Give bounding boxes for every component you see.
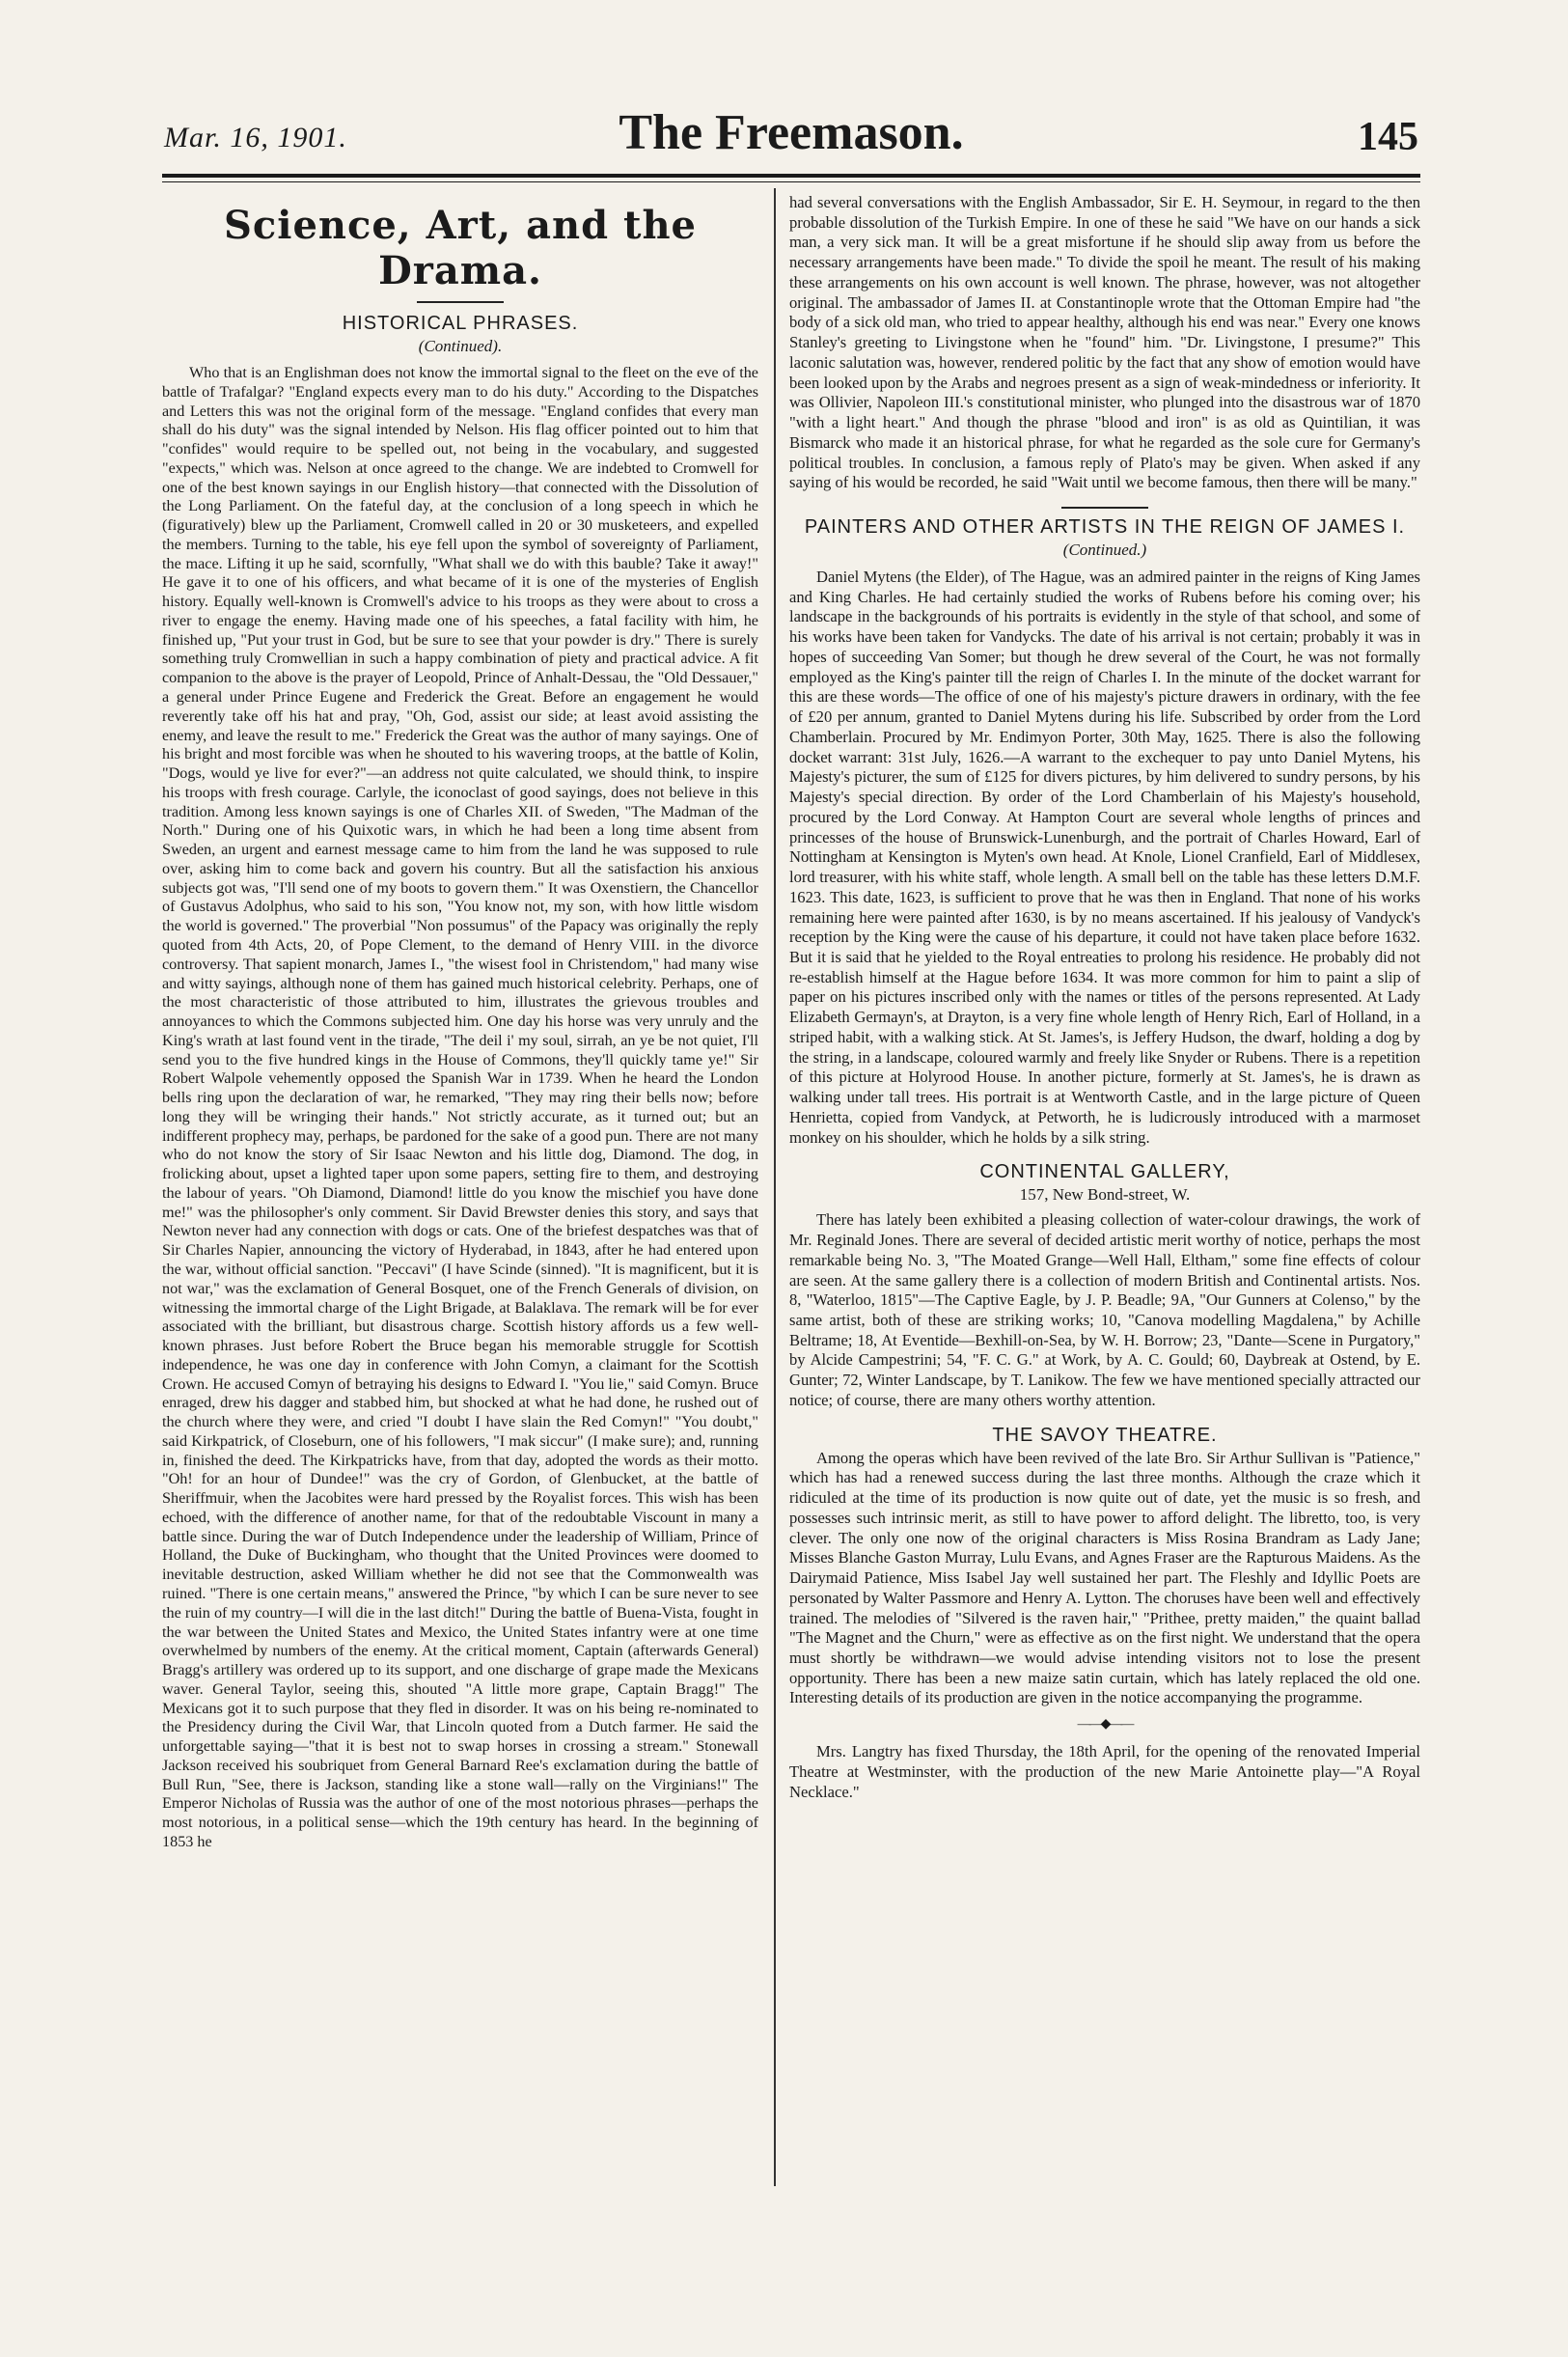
ornament-divider: ——◆—— — [1077, 1717, 1133, 1733]
savoy-paragraph: Among the operas which have been revived of the late Bro. Sir Arthur Sullivan is "Patience," which has had a renewed success during the last three months. Although the craze which it ridiculed at the time of its production is now quite out of date, yet the music is so fresh, and possesses such intrinsic merit, as still to have power to afford delight. The libretto, too, is very clever. The only one now of the original characters is Miss Rosina Brandram as Lady Jane; Misses Blanche Gaston Murray, Lulu Evans, and Agnes Fraser are the Rapturous Maidens. As the Dairymaid Patience, Miss Isabel Jay well sustained her part. The Fleshly and Idyllic Poets are personated by Walter Passmore and Henry A. Lytton. The choruses have been well and effectively trained. The melodies of "Silvered is the raven hair," "Prithee, pretty maiden," the quaint ballad "The Magnet and the Churn," were as effective as on the first night. We understand that the opera must shortly be withdrawn—we would advise intending visitors not to lose the present opportunity. There has been a new maize satin curtain, which has lately replaced the old one. Interesting details of its production are given in the notice accompanying the programme. — [789, 1448, 1420, 1707]
savoy-heading: THE SAVOY THEATRE. — [992, 1424, 1218, 1446]
historical-heading: HISTORICAL PHRASES. — [342, 313, 579, 334]
historical-paragraph: Who that is an Englishman does not know the immortal signal to the fleet on the eve of the battle of Trafalgar? "England expects every man to do his duty." According to the Dispatches and Letters this was not the original form of the message. "England confides that every man shall do his duty" was the signal intended by Nelson. His flag officer pointed out to him that "confides" would require to be spelled out, not being in the vocabulary, and suggested "expects," which was. Nelson at once agreed to the change. We are indebted to Cromwell for one of the best known sayings in our English history—that connected with the Dissolution of the Long Parliament. On the fateful day, at the conclusion of a long speech in which he (figuratively) blew up the Parliament, Cromwell called in 20 or 30 musketeers, and expelled the members. Turning to the table, his eye fell upon the symbol of sovereignty of Parliament, the mace. Lifting it up he said, scornfully, "What shall we do with this bauble? Take it away!" He gave it to one of his officers, and what became of it is one of the mysteries of English history. Equally well-known is Cromwell's advice to his troops as they were about to cross a river to engage the enemy. Having made one of his speeches, a fatal facility with him, he finished up, "Put your trust in God, but be sure to see that your powder is dry." There is surely something truly Cromwellian in such a happy combination of piety and practical advice. A fit companion to the above is the prayer of Leopold, Prince of Anhalt-Dessau, the "Old Dessauer," a general under Prince Eugene and Frederick the Great. Before an engagement he would reverently take off his hat and pray, "Oh, God, assist our side; at least avoid assisting the enemy, and leave the result to me." Frederick the Great was the author of many sayings. One of his bright and most forcible was when he shouted to his wavering troops, at the battle of Kolin, "Dogs, would ye live for ever?"—an address not quite calculated, we should think, to inspire his troops with fresh courage. Carlyle, the iconoclast of good sayings, does not believe in this tradition. Among less known sayings is one of Charles XII. of Sweden, "The Madman of the North." During one of his Quixotic wars, in which he had been a long time absent from Sweden, an urgent and earnest message came to him from the land he was supposed to rule over, asking him to come back and govern his country. But all the satisfaction his anxious subjects got was, "I'll send one of my boots to govern them." It was Oxenstiern, the Chancellor of Gustavus Adolphus, who said to his son, "You know not, my son, with how little wisdom the world is governed." The proverbial "Non possumus" of the Papacy was originally the reply quoted from 4th Acts, 20, of Pope Clement, to the demand of Henry VIII. in the divorce controversy. That sapient monarch, James I., "the wisest fool in Christendom," had many wise and witty sayings, although none of them has gained much historical celebrity. Perhaps, one of the most characteristic of those attributed to him, illustrates the grievous troubles and annoyances to which the Commons subjected him. One day his horse was very unruly and the King's wrath at last found vent in the tirade, "The deil i' my soul, sirrah, an ye be not quiet, I'll send you to the five hundred kings in the House of Commons, they'll quickly tame ye!" Sir Robert Walpole vehemently opposed the Spanish War in 1739. When he heard the London bells ring upon the declaration of war, he remarked, "They may ring their bells now; before long they will be wringing their hands." Not strictly accurate, as it turned out; but an indifferent prophecy may, perhaps, be pardoned for the sake of a good pun. There are not many who do not know the story of Sir Isaac Newton and his little dog, Diamond. The dog, in frolicking about, upset a lighted taper upon some papers, setting fire to them, and destroying the labour of years. "Oh Diamond, Diamond! little do you know the mischief you have done me!" was the philosopher's only comment. Sir David Brewster denies this story, and says that Newton never had any connection with dogs or cats. One of the briefest despatches was that of Sir Charles Napier, announcing the victory of Hyderabad, in 1843, after he had entered upon the war, without official sanction. "Peccavi" (I have Scinde (sinned). "It is magnificent, but it is not war," was the exclamation of General Bosquet, one of the French Generals of division, on witnessing the immortal charge of the Light Brigade, at Balaklava. The remark will be for ever associated with the brilliant, but disastrous charge. Scottish history affords us a few well-known phrases. Just before Robert the Bruce began his memorable struggle for Scottish independence, he was one day in conference with John Comyn, a claimant for the Scottish Crown. He accused Comyn of betraying his designs to Edward I. "You lie," said Comyn. Bruce enraged, drew his dagger and stabbed him, but shocked at what he had done, he rushed out of the church where they were, and cried "I doubt I have slain the Red Comyn!" "You doubt," said Kirkpatrick, of Closeburn, one of his followers, "I mak siccur" (I make sure); and, running in, finished the deed. The Kirkpatricks have, from that day, adopted the words as their motto. "Oh! for an hour of Dundee!" was the cry of Gordon, of Glenbucket, at the battle of Sheriffmuir, when the Jacobites were hard pressed by the Royalist forces. This wish has been echoed, with the difference of another name, for that of the redoubtable Viscount in many a battle since. During the war of Dutch Independence under the leadership of William, Prince of Holland, the Duke of Buckingham, who thought that the United Provinces were doomed to inevitable destruction, asked William whether he did not see that the Commonwealth was ruined. "There is one certain means," answered the Prince, "by which I can be sure never to see the ruin of my country—I will die in the last ditch!" During the battle of Buena-Vista, fought in the war between the United States and Mexico, the United States infantry were at one time overwhelmed by numbers of the enemy. At the critical moment, Captain (afterwards General) Bragg's artillery was ordered up to its support, and one discharge of grape made the Mexicans waver. General Taylor, seeing this, shouted "A little more grape, Captain Bragg!" The Mexicans got it to such purpose that they fled in disorder. It was on his being re-nominated to the Presidency during the Civil War, that Lincoln quoted from a Dutch farmer. He said the unforgettable saying—"that it is best not to swap horses in crossing a stream." Stonewall Jackson received his soubriquet from General Barnard Ree's exclamation during the battle of Bull Run, "See, there is Jackson, standing like a stone wall—rally on the Virginians!" The Emperor Nicholas of Russia was the author of one of the most notorious phrases—perhaps the most notorious, in a political sense—which the 19th century has heard. In the beginning of 1853 he — [162, 364, 758, 1850]
issue-date: Mar. 16, 1901. — [164, 122, 347, 153]
gallery-address: 157, New Bond-street, W. — [1019, 1185, 1191, 1205]
left-column — [162, 193, 758, 1860]
langtry-paragraph: Mrs. Langtry has fixed Thursday, the 18th April, for the opening of the renovated Imperial Theatre at Westminster, with the production of the new Marie Antoinette play—"A Royal Necklace." — [789, 1742, 1420, 1801]
page-number: 145 — [1358, 115, 1418, 159]
historical-continued: (Continued). — [418, 337, 503, 355]
masthead-rule-thick — [162, 174, 1420, 178]
masthead-rule-thin — [162, 181, 1420, 182]
painters-heading: PAINTERS AND OTHER ARTISTS IN THE REIGN OF JAMES I. — [804, 516, 1406, 539]
section-title: Science, Art, and the Drama. — [224, 203, 697, 293]
painters-continued: (Continued.) — [1062, 541, 1147, 560]
column-divider — [774, 188, 776, 2186]
masthead — [164, 104, 1418, 172]
gallery-heading: CONTINENTAL GALLERY, — [979, 1161, 1230, 1183]
article-divider — [1061, 507, 1148, 509]
historical-paragraph-continued: had several conversations with the English Ambassador, Sir E. H. Seymour, in regard to the then probable dissolution of the Turkish Empire. In one of these he said "We have on our hands a sick man, a very sick man. It will be a great misfortune if he should slip away from us before the necessary arrangements have been made." To divide the spoil he meant. The result of his making these arrangements on his own account is well known. The phrase, however, was not altogether original. The ambassador of James II. at Constantinople wrote that the Ottoman Empire had "the body of a sick old man, who tried to appear healthy, although his end was near." Every one knows Stanley's greeting to Livingstone when he "found" him. "Dr. Livingstone, I presume?" This laconic salutation was, however, rendered politic by the fact that any show of emotion would have been looked upon by the Arabs and negroes present as a sign of weak-mindedness or inferiority. It was Ollivier, Napoleon III.'s constitutional minister, who plunged into the disastrous war of 1870 "with a light heart." And though the phrase "blood and iron" is as old as Quintilian, it was Bismarck who made it an historical phrase, for what he regarded as the sole cure for Germany's political troubles. In conclusion, a famous reply of Plato's may be given. When asked if any saying of his would be recorded, he said "Wait until we become famous, then there will be many." — [789, 193, 1420, 492]
gallery-paragraph: There has lately been exhibited a pleasing collection of water-colour drawings, the work of Mr. Reginald Jones. There are several of decided artistic merit worthy of notice, perhaps the most remarkable being No. 3, "The Moated Grange—Well Hall, Eltham," some fine effects of colour are seen. At the same gallery there is a collection of modern British and Continental artists. Nos. 8, "Waterloo, 1815"—The Captive Eagle, by J. P. Beadle; 9A, "Our Gunners at Colenso," by the same artist, both of these are striking works; 10, "Canova modelling Magdalena," by Achille Beltrame; 18, At Eventide—Bexhill-on-Sea, by W. H. Borrow; 23, "Dante—Scene in Purgatory," by Alcide Campestrini; 54, "F. C. G." at Work, by A. C. Gould; 60, Daybreak at Ostend, by E. Gunter; 72, Winter Landscape, by T. Lanikow. The few we have mentioned specially attracted our notice; of course, there are many others worthy attention. — [789, 1210, 1420, 1409]
right-column — [789, 193, 1420, 1810]
paper-title: The Freemason. — [619, 105, 964, 160]
title-rule — [417, 301, 504, 303]
painters-paragraph: Daniel Mytens (the Elder), of The Hague, was an admired painter in the reigns of King James and King Charles. He had certainly studied the works of Rubens before his coming over; his landscape in the backgrounds of his portraits is evidently in the style of that school, and some of his works have been taken for Vandycks. The date of his arrival is not certain; probably it was in hopes of succeeding Van Somer; but though he drew several of the Court, he was not formally employed as the King's painter till the reign of Charles I. In the minute of the docket warrant for this are these words—The office of one of his majesty's picture drawers in ordinary, with the fee of £20 per annum, granted to Daniel Mytens during his life. Subscribed by order from the Lord Chamberlain. Procured by Mr. Endimyon Porter, 30th May, 1625. There is also the following docket warrant: 31st July, 1626.—A warrant to the exchequer to pay unto Daniel Mytens, his Majesty's picturer, the sum of £125 for divers pictures, by him delivered to sundry persons, by his Majesty's special direction. By order of the Lord Chamberlain of his Majesty's household, procured by the Lord Conway. At Hampton Court are several whole lengths of princes and princesses of the house of Brunswick-Lunenburgh, and the portrait of Charles Howard, Earl of Nottingham at Kensington is Myten's own head. At Knole, Lionel Cranfield, Earl of Middlesex, lord treasurer, with his white staff, whole length. A small bell on the table has these letters D.M.F. 1623. This date, 1623, is sufficient to prove that he was then in England. That none of his works remaining here were painted after 1630, is by no means ascertained. If his jealousy of Vandyck's reception by the King were the cause of his departure, it could not have taken place before 1632. But it is said that he yielded to the Royal entreaties to prolong his residence. He probably did not re-establish himself at the Hague before 1634. It was more common for him to paint a slip of paper on his pictures inscribed only with the names or titles of the persons represented. At Lady Elizabeth Germayn's, at Drayton, is a very fine whole length of Henry Rich, Earl of Holland, in a striped habit, with a walking stick. At St. James's, is Jeffery Hudson, the dwarf, holding a dog by the string, in a landscape, coloured warmly and freely like Snyder or Rubens. There is a repetition of this picture at Holyrood House. In another picture, formerly at St. James's, he is drawn as walking under tall trees. His portrait is at Wentworth Castle, and in the large picture of Queen Henrietta, copied from Vandyck, at Petworth, he is ludicrously introduced with a marmoset monkey on his shoulder, which he holds by a silk string. — [789, 568, 1420, 1147]
